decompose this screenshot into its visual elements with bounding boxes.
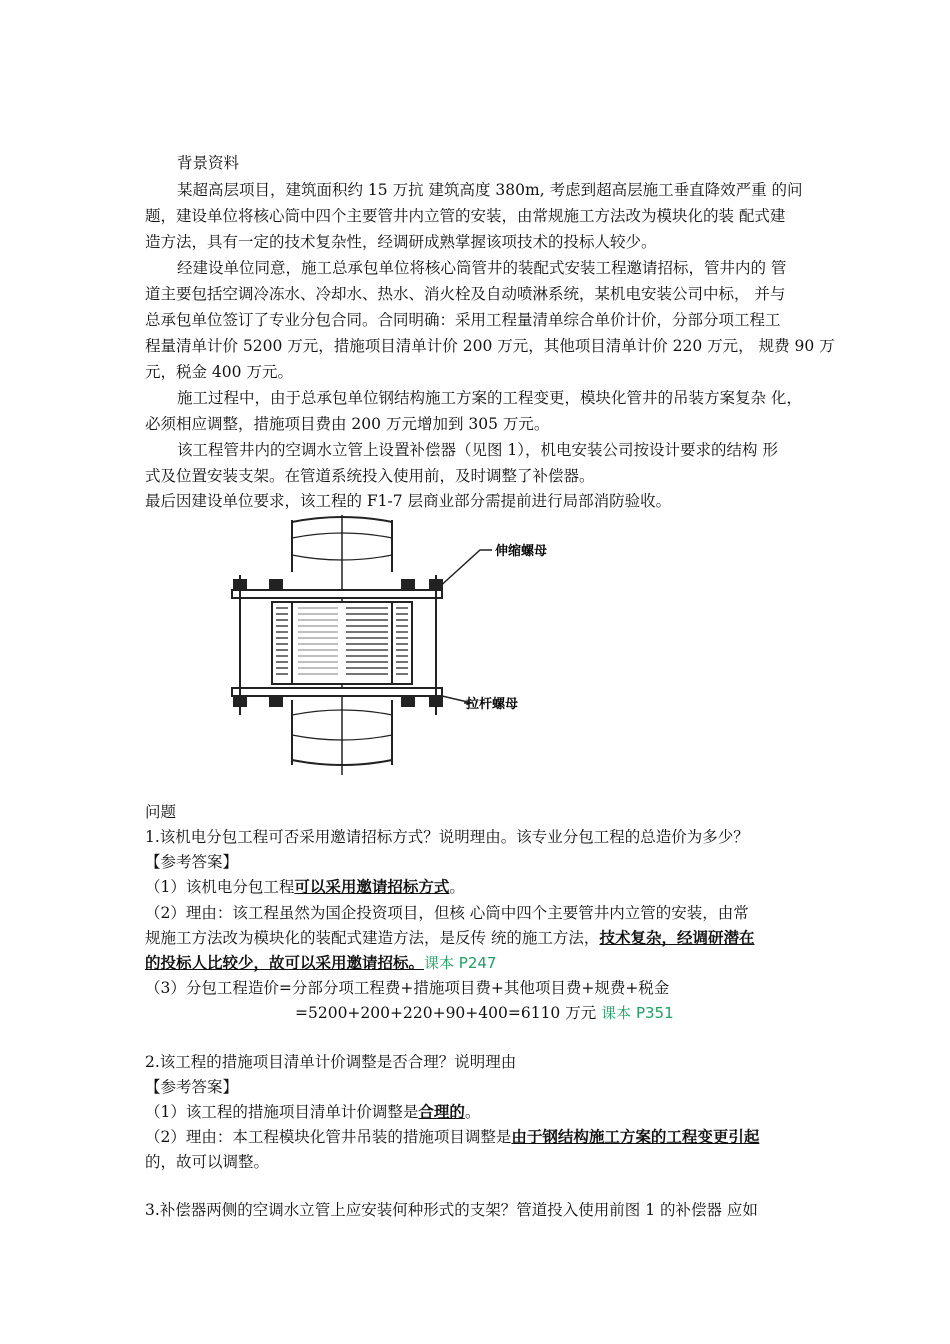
paragraph-3-line-2: 必须相应调整，措施项目费由 200 万元增加到 305 万元。 <box>145 415 550 433</box>
answer-2-item-1: （1）该工程的措施项目清单计价调整是合理的。 <box>145 1102 481 1121</box>
paragraph-2-line-5: 元，税金 400 万元。 <box>145 363 293 381</box>
paragraph-2-line-4: 程量清单计价 5200 万元，措施项目清单计价 200 万元，其他项目清单计价 220 万元， 规费 90 万 <box>145 337 835 355</box>
answer-1-item-2-emphasis-cont: 的投标人比较少，故可以采用邀请招标。 <box>145 953 425 972</box>
answer-1-item-1-emphasis: 可以采用邀请招标方式 <box>294 877 450 896</box>
answer-2-item-2: （2）理由：本工程模块化管井吊装的措施项目调整是由于钢结构施工方案的工程变更引起 <box>145 1127 760 1146</box>
answer-2-item-2-line-2: 的，故可以调整。 <box>145 1153 270 1171</box>
answer-2-item-1-emphasis: 合理的 <box>418 1102 465 1121</box>
paragraph-1-line-2: 题，建设单位将核心筒中四个主要管井内立管的安装，由常规施工方法改为模块化的装 配式建 <box>145 207 786 225</box>
textbook-reference-p247: 课本 P247 <box>424 954 497 972</box>
paragraph-2-line-2: 道主要包括空调冷冻水、冷却水、热水、消火栓及自动喷淋系统，某机电安装公司中标， 并与 <box>145 285 786 303</box>
questions-heading: 问题 <box>145 803 177 821</box>
paragraph-5: 最后因建设单位要求，该工程的 F1-7 层商业部分需提前进行局部消防验收。 <box>145 492 672 510</box>
label-tie-rod-nut: 拉杆螺母 <box>466 697 519 712</box>
answer-1-item-3: （3）分包工程造价=分部分项工程费+措施项目费+其他项目费+规费+税金 <box>145 979 670 997</box>
textbook-reference-p351: 课本 P351 <box>601 1004 674 1022</box>
question-1: 1.该机电分包工程可否采用邀请招标方式？说明理由。该专业分包工程的总造价为多少？ <box>145 828 749 846</box>
answer-1-calculation: =5200+200+220+90+400=6110 万元 课本 P351 <box>295 1004 674 1022</box>
answer-1-item-2-line-2: 规施工方法改为模块化的装配式建造方法，是反传 统的施工方法，技术复杂，经调研潜在 <box>145 928 755 947</box>
compensator-diagram <box>210 510 610 780</box>
background-heading: 背景资料 <box>177 154 240 172</box>
compensator-figure <box>210 510 610 780</box>
paragraph-1-line-3: 造方法，具有一定的技术复杂性，经调研成熟掌握该项技术的投标人较少。 <box>145 233 657 251</box>
answer-1-item-2-emphasis: 技术复杂，经调研潜在 <box>599 928 755 947</box>
paragraph-1-line-1: 某超高层项目，建筑面积约 15 万抗 建筑高度 380m, 考虑到超高层施工垂直降效严重 的问 <box>177 181 803 199</box>
question-2: 2.该工程的措施项目清单计价调整是否合理？说明理由 <box>145 1053 517 1071</box>
label-expansion-nut: 伸缩螺母 <box>495 544 548 559</box>
answer-1-item-1: （1）该机电分包工程可以采用邀请招标方式。 <box>145 877 465 896</box>
answer-1-item-2-line-3 <box>145 953 496 973</box>
paragraph-2-line-1: 经建设单位同意，施工总承包单位将核心筒管井的装配式安装工程邀请招标，管井内的 管 <box>177 259 787 277</box>
reference-answer-1: 【参考答案】 <box>145 853 239 871</box>
answer-1-item-2-line-1: （2）理由：该工程虽然为国企投资项目，但核 心筒中四个主要管井内立管的安装，由常 <box>145 904 749 922</box>
paragraph-3-line-1: 施工过程中，由于总承包单位钢结构施工方案的工程变更，模块化管井的吊装方案复杂 化， <box>177 389 802 407</box>
paragraph-4-line-2: 式及位置安装支架。在管道系统投入使用前，及时调整了补偿器。 <box>145 467 595 485</box>
answer-2-item-2-emphasis: 由于钢结构施工方案的工程变更引起 <box>511 1127 760 1146</box>
paragraph-4-line-1: 该工程管井内的空调水立管上设置补偿器（见图 1），机电安装公司按设计要求的结构 形 <box>177 441 778 459</box>
reference-answer-2: 【参考答案】 <box>145 1078 239 1096</box>
question-3: 3.补偿器两侧的空调水立管上应安装何种形式的支架？管道投入使用前图 1 的补偿器 应如 <box>145 1201 758 1219</box>
paragraph-2-line-3: 总承包单位签订了专业分包合同。合同明确：采用工程量清单综合单价计价，分部分项工程工 <box>145 311 781 329</box>
